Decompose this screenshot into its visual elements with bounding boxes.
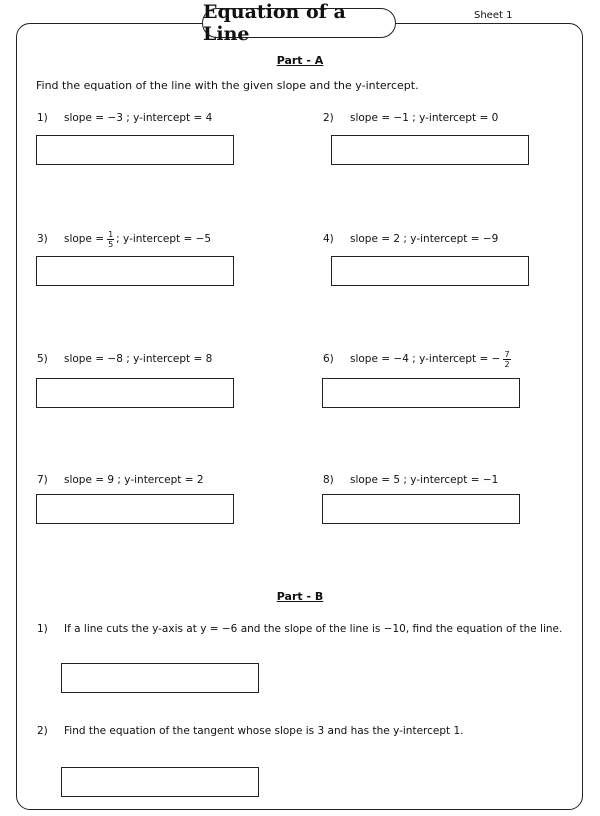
- question-number: 5): [37, 353, 48, 365]
- answer-box-a8[interactable]: [322, 494, 520, 524]
- fraction-denominator: 2: [504, 359, 510, 369]
- answer-box-a3[interactable]: [36, 256, 234, 286]
- question-text-main: Find the equation of the tangent whose slope is 3 and has the y-intercept 1.: [64, 725, 464, 737]
- part-b-heading: Part - B: [276, 590, 324, 603]
- question-text: [64, 353, 212, 365]
- answer-box-a1[interactable]: [36, 135, 234, 165]
- question-text: [350, 347, 513, 371]
- question-text: [350, 474, 498, 486]
- fraction: [107, 230, 114, 249]
- question-text: [64, 725, 464, 737]
- question-text-main: slope = 9 ; y-intercept = 2: [64, 474, 204, 486]
- question-number: 3): [37, 233, 48, 245]
- question-number: 2): [37, 725, 48, 737]
- part-a-heading: Part - A: [276, 54, 324, 67]
- fraction-numerator: 1: [108, 229, 114, 239]
- question-text-main: slope = −3 ; y-intercept = 4: [64, 112, 213, 124]
- question-text-main: slope = −4 ; y-intercept = −: [350, 353, 501, 365]
- question-text: [64, 474, 204, 486]
- question-number: 7): [37, 474, 48, 486]
- fraction-denominator: 5: [108, 239, 114, 249]
- answer-box-a4[interactable]: [331, 256, 529, 286]
- question-text: [64, 112, 212, 124]
- question-text-suffix: ; y-intercept = −5: [116, 233, 212, 245]
- answer-box-a2[interactable]: [331, 135, 529, 165]
- answer-box-b1[interactable]: [61, 663, 259, 693]
- page-title: Equation of a Line: [202, 8, 396, 38]
- fraction: [503, 350, 510, 369]
- question-number: 1): [37, 623, 48, 635]
- answer-box-b2[interactable]: [61, 767, 259, 797]
- question-number: 6): [323, 353, 334, 365]
- question-text-main: slope =: [64, 233, 105, 245]
- question-text: [64, 623, 562, 635]
- question-text: [64, 227, 211, 251]
- question-text-main: slope = −8 ; y-intercept = 8: [64, 353, 213, 365]
- question-text: [350, 112, 498, 124]
- question-number: 4): [323, 233, 334, 245]
- part-a-instruction: Find the equation of the line with the given slope and the y-intercept.: [36, 79, 419, 92]
- answer-box-a5[interactable]: [36, 378, 234, 408]
- question-number: 1): [37, 112, 48, 124]
- question-text-main: slope = 2 ; y-intercept = −9: [350, 233, 499, 245]
- question-text-main: slope = −1 ; y-intercept = 0: [350, 112, 499, 124]
- fraction-numerator: 7: [504, 349, 510, 359]
- sheet-label: Sheet 1: [474, 10, 513, 21]
- question-text-main: If a line cuts the y-axis at y = −6 and the slope of the line is −10, find the equation of the line.: [64, 623, 563, 635]
- answer-box-a7[interactable]: [36, 494, 234, 524]
- question-number: 8): [323, 474, 334, 486]
- answer-box-a6[interactable]: [322, 378, 520, 408]
- question-text: [350, 233, 498, 245]
- question-number: 2): [323, 112, 334, 124]
- question-text-main: slope = 5 ; y-intercept = −1: [350, 474, 499, 486]
